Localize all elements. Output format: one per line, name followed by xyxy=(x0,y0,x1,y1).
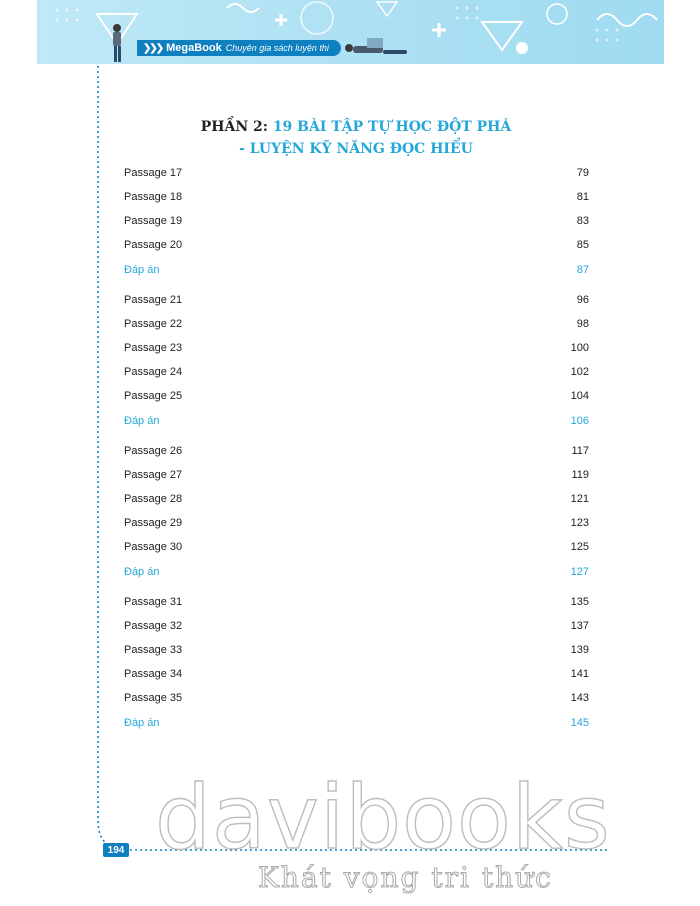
toc-row xyxy=(124,165,589,181)
toc-page-number: 139 xyxy=(570,644,589,656)
toc-page-number: 87 xyxy=(576,264,589,276)
toc-row xyxy=(124,539,589,555)
toc-label: Đáp án xyxy=(124,415,160,427)
toc-page-number: 85 xyxy=(576,239,589,251)
toc-row xyxy=(124,237,589,253)
section-title-line-2: - LUYỆN KỸ NĂNG ĐỌC HIỂU xyxy=(239,141,473,157)
toc-label: Đáp án xyxy=(124,566,160,578)
toc-row xyxy=(124,388,589,404)
toc-page-number: 104 xyxy=(570,390,589,402)
toc-label: Passage 22 xyxy=(124,318,183,330)
toc-label: Passage 35 xyxy=(124,692,183,704)
watermark-tagline: Khát vọng tri thức xyxy=(258,861,553,894)
toc-page-number: 102 xyxy=(570,366,589,378)
section-title-line-1: 19 BÀI TẬP TỰ HỌC ĐỘT PHÁ xyxy=(272,119,512,135)
toc-label: Passage 29 xyxy=(124,517,183,529)
toc-label: Passage 18 xyxy=(124,191,183,203)
toc-page-number: 121 xyxy=(570,493,589,505)
toc-page-number: 83 xyxy=(576,215,589,227)
toc-label: Passage 25 xyxy=(124,390,183,402)
toc-row xyxy=(124,642,589,658)
toc-answer-row xyxy=(124,413,589,429)
toc-row xyxy=(124,340,589,356)
toc-page-number: 143 xyxy=(570,692,589,704)
toc-row xyxy=(124,443,589,459)
toc-page-number: 127 xyxy=(570,566,589,578)
toc-page-number: 125 xyxy=(570,541,589,553)
section-heading xyxy=(0,116,700,160)
brand-chevrons-icon: ❯❯❯ xyxy=(143,42,163,54)
toc-row xyxy=(124,467,589,483)
toc-label: Passage 28 xyxy=(124,493,183,505)
toc-page-number: 79 xyxy=(576,167,589,179)
toc-label: Đáp án xyxy=(124,717,160,729)
toc-label: Passage 17 xyxy=(124,167,183,179)
toc-label: Passage 34 xyxy=(124,668,183,680)
toc-label: Passage 20 xyxy=(124,239,183,251)
toc-page-number: 106 xyxy=(570,415,589,427)
toc-page-number: 137 xyxy=(570,620,589,632)
toc-answer-row xyxy=(124,262,589,278)
brand-name: MegaBook xyxy=(166,42,222,54)
toc-page-number: 145 xyxy=(570,717,589,729)
page-number-badge: 194 xyxy=(103,843,129,857)
toc-answer-row xyxy=(124,564,589,580)
toc-page-number: 96 xyxy=(576,294,589,306)
toc-row xyxy=(124,618,589,634)
watermark-logo: davibooks xyxy=(155,766,611,869)
toc-page-number: 135 xyxy=(570,596,589,608)
toc-label: Đáp án xyxy=(124,264,160,276)
toc-label: Passage 19 xyxy=(124,215,183,227)
toc-label: Passage 26 xyxy=(124,445,183,457)
toc-label: Passage 27 xyxy=(124,469,183,481)
toc-page-number: 98 xyxy=(576,318,589,330)
toc-page-number: 141 xyxy=(570,668,589,680)
part-label: PHẦN 2: xyxy=(200,119,268,135)
brand-tag xyxy=(137,40,341,56)
toc-row xyxy=(124,491,589,507)
toc-page-number: 123 xyxy=(570,517,589,529)
toc-row xyxy=(124,666,589,682)
brand-slogan: Chuyên gia sách luyện thi xyxy=(225,43,329,53)
toc-answer-row xyxy=(124,715,589,731)
toc-label: Passage 33 xyxy=(124,644,183,656)
toc-label: Passage 32 xyxy=(124,620,183,632)
toc-row xyxy=(124,690,589,706)
toc-page-number: 81 xyxy=(576,191,589,203)
toc-page-number: 100 xyxy=(570,342,589,354)
toc-row xyxy=(124,189,589,205)
toc-row xyxy=(124,364,589,380)
toc-label: Passage 31 xyxy=(124,596,183,608)
toc-page-number: 117 xyxy=(571,445,589,457)
toc-label: Passage 23 xyxy=(124,342,183,354)
toc-row xyxy=(124,292,589,308)
toc-page-number: 119 xyxy=(571,469,589,481)
toc-row xyxy=(124,316,589,332)
toc-row xyxy=(124,515,589,531)
toc-label: Passage 30 xyxy=(124,541,183,553)
toc-row xyxy=(124,213,589,229)
reading-person-illustration xyxy=(345,38,407,54)
heading-line-1 xyxy=(0,116,700,138)
toc-row xyxy=(124,594,589,610)
toc-label: Passage 21 xyxy=(124,294,183,306)
toc-label: Passage 24 xyxy=(124,366,183,378)
